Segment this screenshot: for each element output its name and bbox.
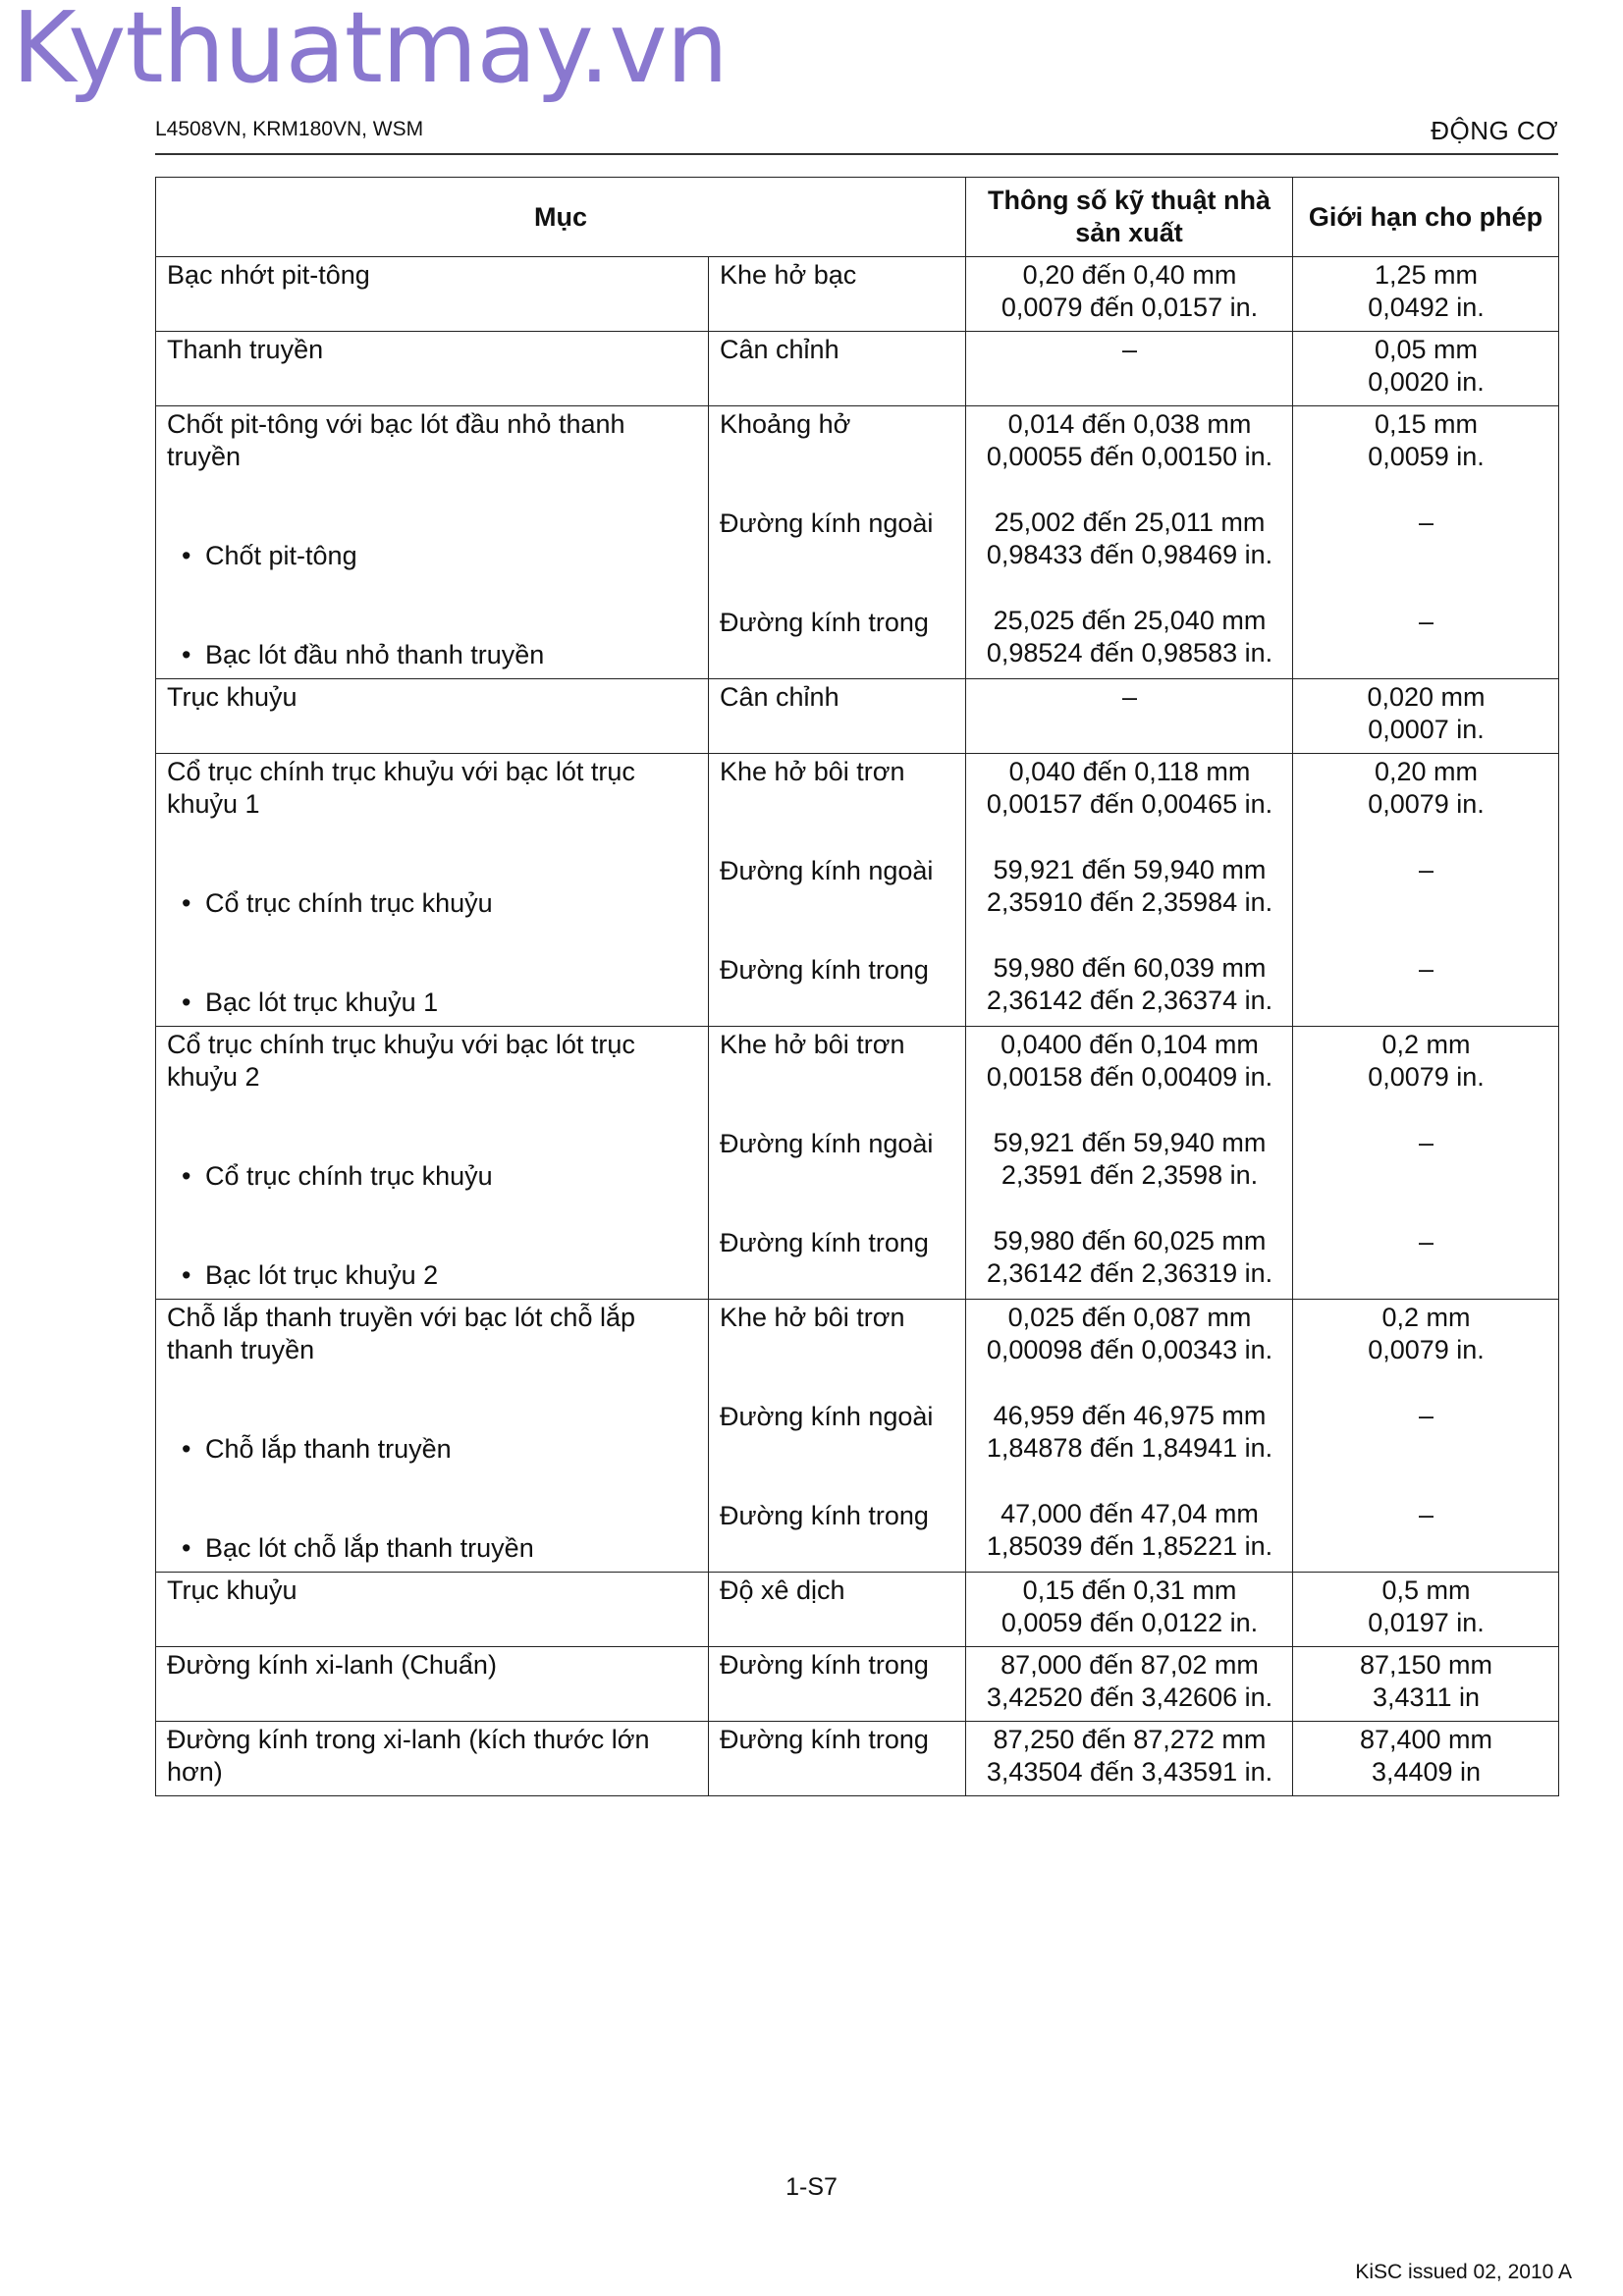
issue-note: KiSC issued 02, 2010 A: [1355, 2261, 1572, 2283]
header-model-list: L4508VN, KRM180VN, WSM: [155, 118, 424, 140]
sub-item-label: • Cổ trục chính trục khuỷu: [167, 887, 698, 920]
item-cell: Trục khuỷu: [156, 679, 709, 754]
limit-cell: 0,2 mm 0,0079 in. – –: [1293, 1300, 1559, 1573]
limit-cell: 0,15 mm 0,0059 in. – –: [1293, 406, 1559, 679]
param-cell: Khe hở bôi trơn Đường kính ngoài Đường kính trong: [709, 754, 966, 1027]
item-cell: Trục khuỷu: [156, 1573, 709, 1647]
table-row: [156, 754, 1559, 1027]
sub-item-label: • Chỗ lắp thanh truyền: [167, 1433, 698, 1466]
limit-cell: 1,25 mm 0,0492 in.: [1293, 257, 1559, 332]
param-cell: Đường kính trong: [709, 1722, 966, 1796]
spec-cell: –: [966, 332, 1293, 406]
table-header-row: [156, 178, 1559, 257]
table-row: [156, 1300, 1559, 1573]
header-limit: Giới hạn cho phép: [1293, 178, 1559, 257]
table-row: [156, 406, 1559, 679]
spec-cell: 0,15 đến 0,31 mm 0,0059 đến 0,0122 in.: [966, 1573, 1293, 1647]
limit-cell: 0,05 mm 0,0020 in.: [1293, 332, 1559, 406]
header-divider: [155, 153, 1558, 155]
item-cell: Cổ trục chính trục khuỷu với bạc lót trục khuỷu 2 • Cổ trục chính trục khuỷu • Bạc lót trục khuỷu 2: [156, 1027, 709, 1300]
spec-cell: 0,040 đến 0,118 mm 0,00157 đến 0,00465 in. 59,921 đến 59,940 mm 2,35910 đến 2,35984 in. 59,980 đến 60,039 mm 2,36142 đến 2,36374 in.: [966, 754, 1293, 1027]
header-section-title: ĐỘNG CƠ: [1431, 116, 1558, 145]
item-cell: Đường kính trong xi-lanh (kích thước lớn hơn): [156, 1722, 709, 1796]
table-row: [156, 1573, 1559, 1647]
spec-cell: 0,014 đến 0,038 mm 0,00055 đến 0,00150 in. 25,002 đến 25,011 mm 0,98433 đến 0,98469 in. 25,025 đến 25,040 mm 0,98524 đến 0,98583 in.: [966, 406, 1293, 679]
spec-cell: –: [966, 679, 1293, 754]
limit-cell: 0,020 mm 0,0007 in.: [1293, 679, 1559, 754]
table-row: [156, 679, 1559, 754]
sub-item-label: • Chốt pit-tông: [167, 540, 698, 572]
header-item: Mục: [156, 178, 966, 257]
param-cell: Khe hở bôi trơn Đường kính ngoài Đường kính trong: [709, 1300, 966, 1573]
limit-cell: 87,400 mm 3,4409 in: [1293, 1722, 1559, 1796]
item-cell: Chỗ lắp thanh truyền với bạc lót chỗ lắp thanh truyền • Chỗ lắp thanh truyền • Bạc lót chỗ lắp thanh truyền: [156, 1300, 709, 1573]
param-cell: Đường kính trong: [709, 1647, 966, 1722]
limit-cell: 0,5 mm 0,0197 in.: [1293, 1573, 1559, 1647]
watermark-logo: Kythuatmay.vn: [12, 0, 728, 105]
param-cell: Khoảng hở Đường kính ngoài Đường kính trong: [709, 406, 966, 679]
table-row: [156, 1722, 1559, 1796]
table-row: [156, 1647, 1559, 1722]
item-cell: Bạc nhớt pit-tông: [156, 257, 709, 332]
param-cell: Cân chỉnh: [709, 679, 966, 754]
param-cell: Cân chỉnh: [709, 332, 966, 406]
item-cell: Cổ trục chính trục khuỷu với bạc lót trục khuỷu 1 • Cổ trục chính trục khuỷu • Bạc lót trục khuỷu 1: [156, 754, 709, 1027]
param-cell: Khe hở bôi trơn Đường kính ngoài Đường kính trong: [709, 1027, 966, 1300]
sub-item-label: • Bạc lót trục khuỷu 1: [167, 987, 698, 1019]
spec-cell: 0,0400 đến 0,104 mm 0,00158 đến 0,00409 in. 59,921 đến 59,940 mm 2,3591 đến 2,3598 in. 59,980 đến 60,025 mm 2,36142 đến 2,36319 in.: [966, 1027, 1293, 1300]
item-cell: Thanh truyền: [156, 332, 709, 406]
param-cell: Độ xê dịch: [709, 1573, 966, 1647]
sub-item-label: • Bạc lót đầu nhỏ thanh truyền: [167, 639, 698, 671]
page-number: 1-S7: [785, 2173, 838, 2201]
item-cell: Chốt pit-tông với bạc lót đầu nhỏ thanh truyền • Chốt pit-tông • Bạc lót đầu nhỏ thanh truyền: [156, 406, 709, 679]
spec-table: [155, 177, 1559, 1796]
sub-item-label: • Cổ trục chính trục khuỷu: [167, 1160, 698, 1193]
header-spec: Thông số kỹ thuật nhà sản xuất: [966, 178, 1293, 257]
sub-item-label: • Bạc lót chỗ lắp thanh truyền: [167, 1532, 698, 1565]
spec-cell: 87,250 đến 87,272 mm 3,43504 đến 3,43591 in.: [966, 1722, 1293, 1796]
limit-cell: 0,2 mm 0,0079 in. – –: [1293, 1027, 1559, 1300]
limit-cell: 87,150 mm 3,4311 in: [1293, 1647, 1559, 1722]
param-cell: Khe hở bạc: [709, 257, 966, 332]
limit-cell: 0,20 mm 0,0079 in. – –: [1293, 754, 1559, 1027]
sub-item-label: • Bạc lót trục khuỷu 2: [167, 1259, 698, 1292]
table-row: [156, 1027, 1559, 1300]
spec-cell: 0,20 đến 0,40 mm 0,0079 đến 0,0157 in.: [966, 257, 1293, 332]
table-row: [156, 257, 1559, 332]
table-row: [156, 332, 1559, 406]
spec-cell: 87,000 đến 87,02 mm 3,42520 đến 3,42606 in.: [966, 1647, 1293, 1722]
spec-cell: 0,025 đến 0,087 mm 0,00098 đến 0,00343 in. 46,959 đến 46,975 mm 1,84878 đến 1,84941 in. 47,000 đến 47,04 mm 1,85039 đến 1,85221 in.: [966, 1300, 1293, 1573]
item-cell: Đường kính xi-lanh (Chuẩn): [156, 1647, 709, 1722]
